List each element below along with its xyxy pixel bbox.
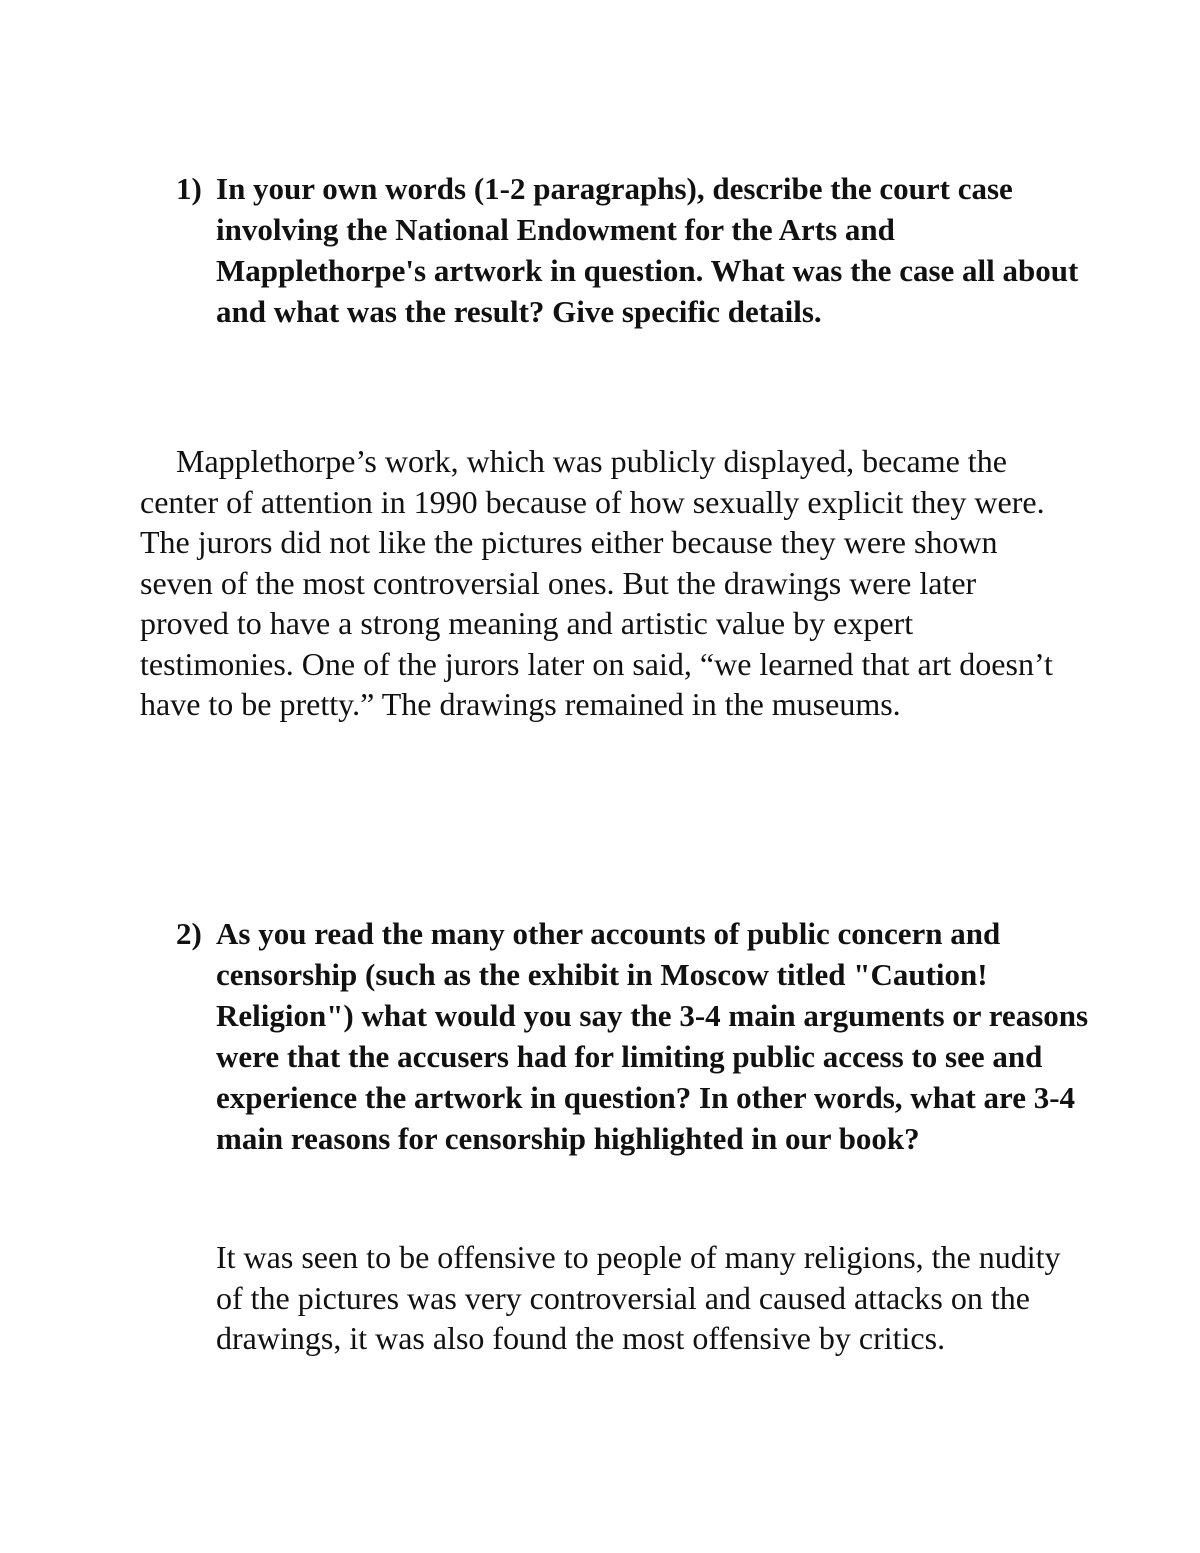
question-1-text: In your own words (1-2 paragraphs), describe the court case involving the National Endowment for the Arts and Mapplethorpe's artwork in question. What was the case all about and what was the result? Give specific details. — [216, 171, 1079, 329]
question-2-text: As you read the many other accounts of public concern and censorship (such as the exhibit in Moscow titled "Caution! Religion") what would you say the 3-4 main arguments or reasons were that the accusers had for limiting public access to see and experience the artwork in question? In other words, what are 3-4 main reasons for censorship highlighted in our book? — [216, 916, 1089, 1156]
question-1-number: 1) — [176, 171, 202, 206]
answer-1: Mapplethorpe’s work, which was publicly displayed, became the center of attention in 1990 because of how sexually explicit they were. The jurors did not like the pictures either because they were shown seven of the most controversial ones. But the drawings were later proved to have a strong meaning and artistic value by expert testimonies. One of the jurors later on said, “we learned that art doesn’t have to be pretty.” The drawings remained in the museums. — [140, 443, 1053, 722]
question-2-number: 2) — [176, 916, 202, 951]
question-2 — [176, 913, 1096, 1159]
answer-2: It was seen to be offensive to people of many religions, the nudity of the pictures was very controversial and caused attacks on the drawings, it was also found the most offensive by critics. — [216, 1239, 1061, 1356]
question-1 — [176, 168, 1096, 332]
